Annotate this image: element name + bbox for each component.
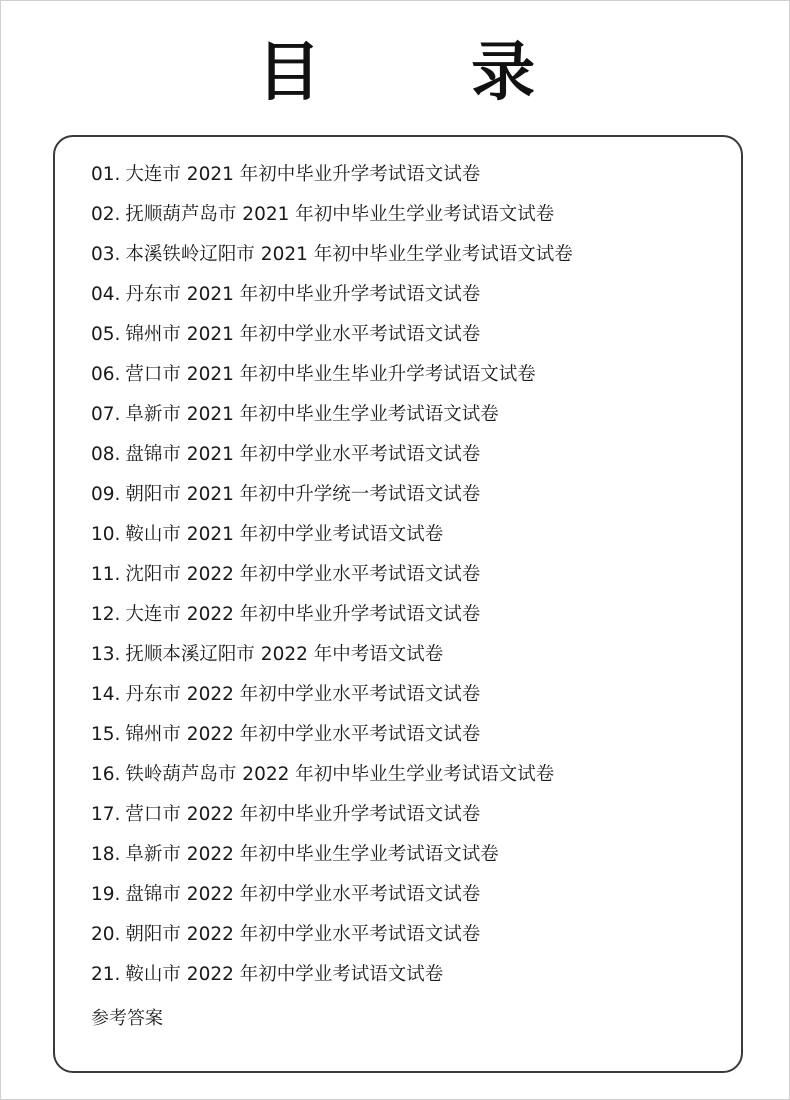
toc-entry: [91, 155, 731, 195]
toc-entry: [91, 475, 731, 515]
toc-entry-number: 16.: [91, 764, 121, 785]
toc-entry-title: 锦州市 2022 年初中学业水平考试语文试卷: [125, 724, 481, 745]
toc-entry: [91, 715, 731, 755]
toc-entry-number: 09.: [91, 484, 121, 505]
toc-entry-title: 阜新市 2022 年初中毕业生学业考试语文试卷: [125, 844, 499, 865]
toc-entry: [91, 555, 731, 595]
toc-entry-title: 抚顺本溪辽阳市 2022 年中考语文试卷: [125, 644, 444, 665]
toc-entry-title: 丹东市 2021 年初中毕业升学考试语文试卷: [125, 284, 481, 305]
toc-entry-title: 朝阳市 2021 年初中升学统一考试语文试卷: [125, 484, 481, 505]
toc-entry: [91, 515, 731, 555]
toc-entry-number: 19.: [91, 884, 121, 905]
toc-entry-title: 阜新市 2021 年初中毕业生学业考试语文试卷: [125, 404, 499, 425]
toc-entry-number: 13.: [91, 644, 121, 665]
toc-entry: [91, 195, 731, 235]
toc-entry-title: 抚顺葫芦岛市 2021 年初中毕业生学业考试语文试卷: [125, 204, 555, 225]
toc-entry-title: 营口市 2021 年初中毕业生毕业升学考试语文试卷: [125, 364, 536, 385]
toc-entry: [91, 435, 731, 475]
page-title: 目 录: [256, 36, 600, 110]
toc-entry-title: 本溪铁岭辽阳市 2021 年初中毕业生学业考试语文试卷: [125, 244, 573, 265]
toc-entry: [91, 755, 731, 795]
toc-entry-number: 11.: [91, 564, 121, 585]
toc-list: [91, 155, 731, 995]
toc-entry-title: 营口市 2022 年初中毕业升学考试语文试卷: [125, 804, 481, 825]
toc-entry-number: 07.: [91, 404, 121, 425]
toc-entry-number: 12.: [91, 604, 121, 625]
toc-entry-number: 18.: [91, 844, 121, 865]
toc-entry: [91, 635, 731, 675]
toc-entry-title: 丹东市 2022 年初中学业水平考试语文试卷: [125, 684, 481, 705]
toc-entry-number: 04.: [91, 284, 121, 305]
toc-entry: [91, 395, 731, 435]
toc-entry: [91, 595, 731, 635]
toc-entry-number: 15.: [91, 724, 121, 745]
toc-entry: [91, 235, 731, 275]
toc-entry-number: 01.: [91, 164, 121, 185]
toc-entry-number: 02.: [91, 204, 121, 225]
toc-entry-number: 21.: [91, 964, 121, 985]
toc-entry-title: 铁岭葫芦岛市 2022 年初中毕业生学业考试语文试卷: [125, 764, 555, 785]
toc-entry-title: 鞍山市 2021 年初中学业考试语文试卷: [125, 524, 444, 545]
toc-entry: [91, 315, 731, 355]
toc-entry-title: 大连市 2021 年初中毕业升学考试语文试卷: [125, 164, 481, 185]
toc-entry-title: 鞍山市 2022 年初中学业考试语文试卷: [125, 964, 444, 985]
toc-entry-title: 盘锦市 2021 年初中学业水平考试语文试卷: [125, 444, 481, 465]
toc-entry-title: 锦州市 2021 年初中学业水平考试语文试卷: [125, 324, 481, 345]
toc-entry: [91, 915, 731, 955]
toc-entry: [91, 355, 731, 395]
toc-entry-title: 朝阳市 2022 年初中学业水平考试语文试卷: [125, 924, 481, 945]
toc-entry-number: 20.: [91, 924, 121, 945]
toc-entry: [91, 675, 731, 715]
toc-entry-number: 14.: [91, 684, 121, 705]
toc-entry: [91, 275, 731, 315]
toc-entry: [91, 795, 731, 835]
toc-entry-title: 沈阳市 2022 年初中学业水平考试语文试卷: [125, 564, 481, 585]
toc-entry-title: 大连市 2022 年初中毕业升学考试语文试卷: [125, 604, 481, 625]
toc-entry-number: 17.: [91, 804, 121, 825]
toc-entry: [91, 875, 731, 915]
toc-entry-number: 06.: [91, 364, 121, 385]
toc-entry: [91, 835, 731, 875]
toc-entry-title: 盘锦市 2022 年初中学业水平考试语文试卷: [125, 884, 481, 905]
toc-entry-number: 10.: [91, 524, 121, 545]
answers-section-label: 参考答案: [91, 1008, 163, 1029]
toc-entry: [91, 955, 731, 995]
toc-entry-number: 03.: [91, 244, 121, 265]
toc-entry-number: 08.: [91, 444, 121, 465]
toc-entry-number: 05.: [91, 324, 121, 345]
